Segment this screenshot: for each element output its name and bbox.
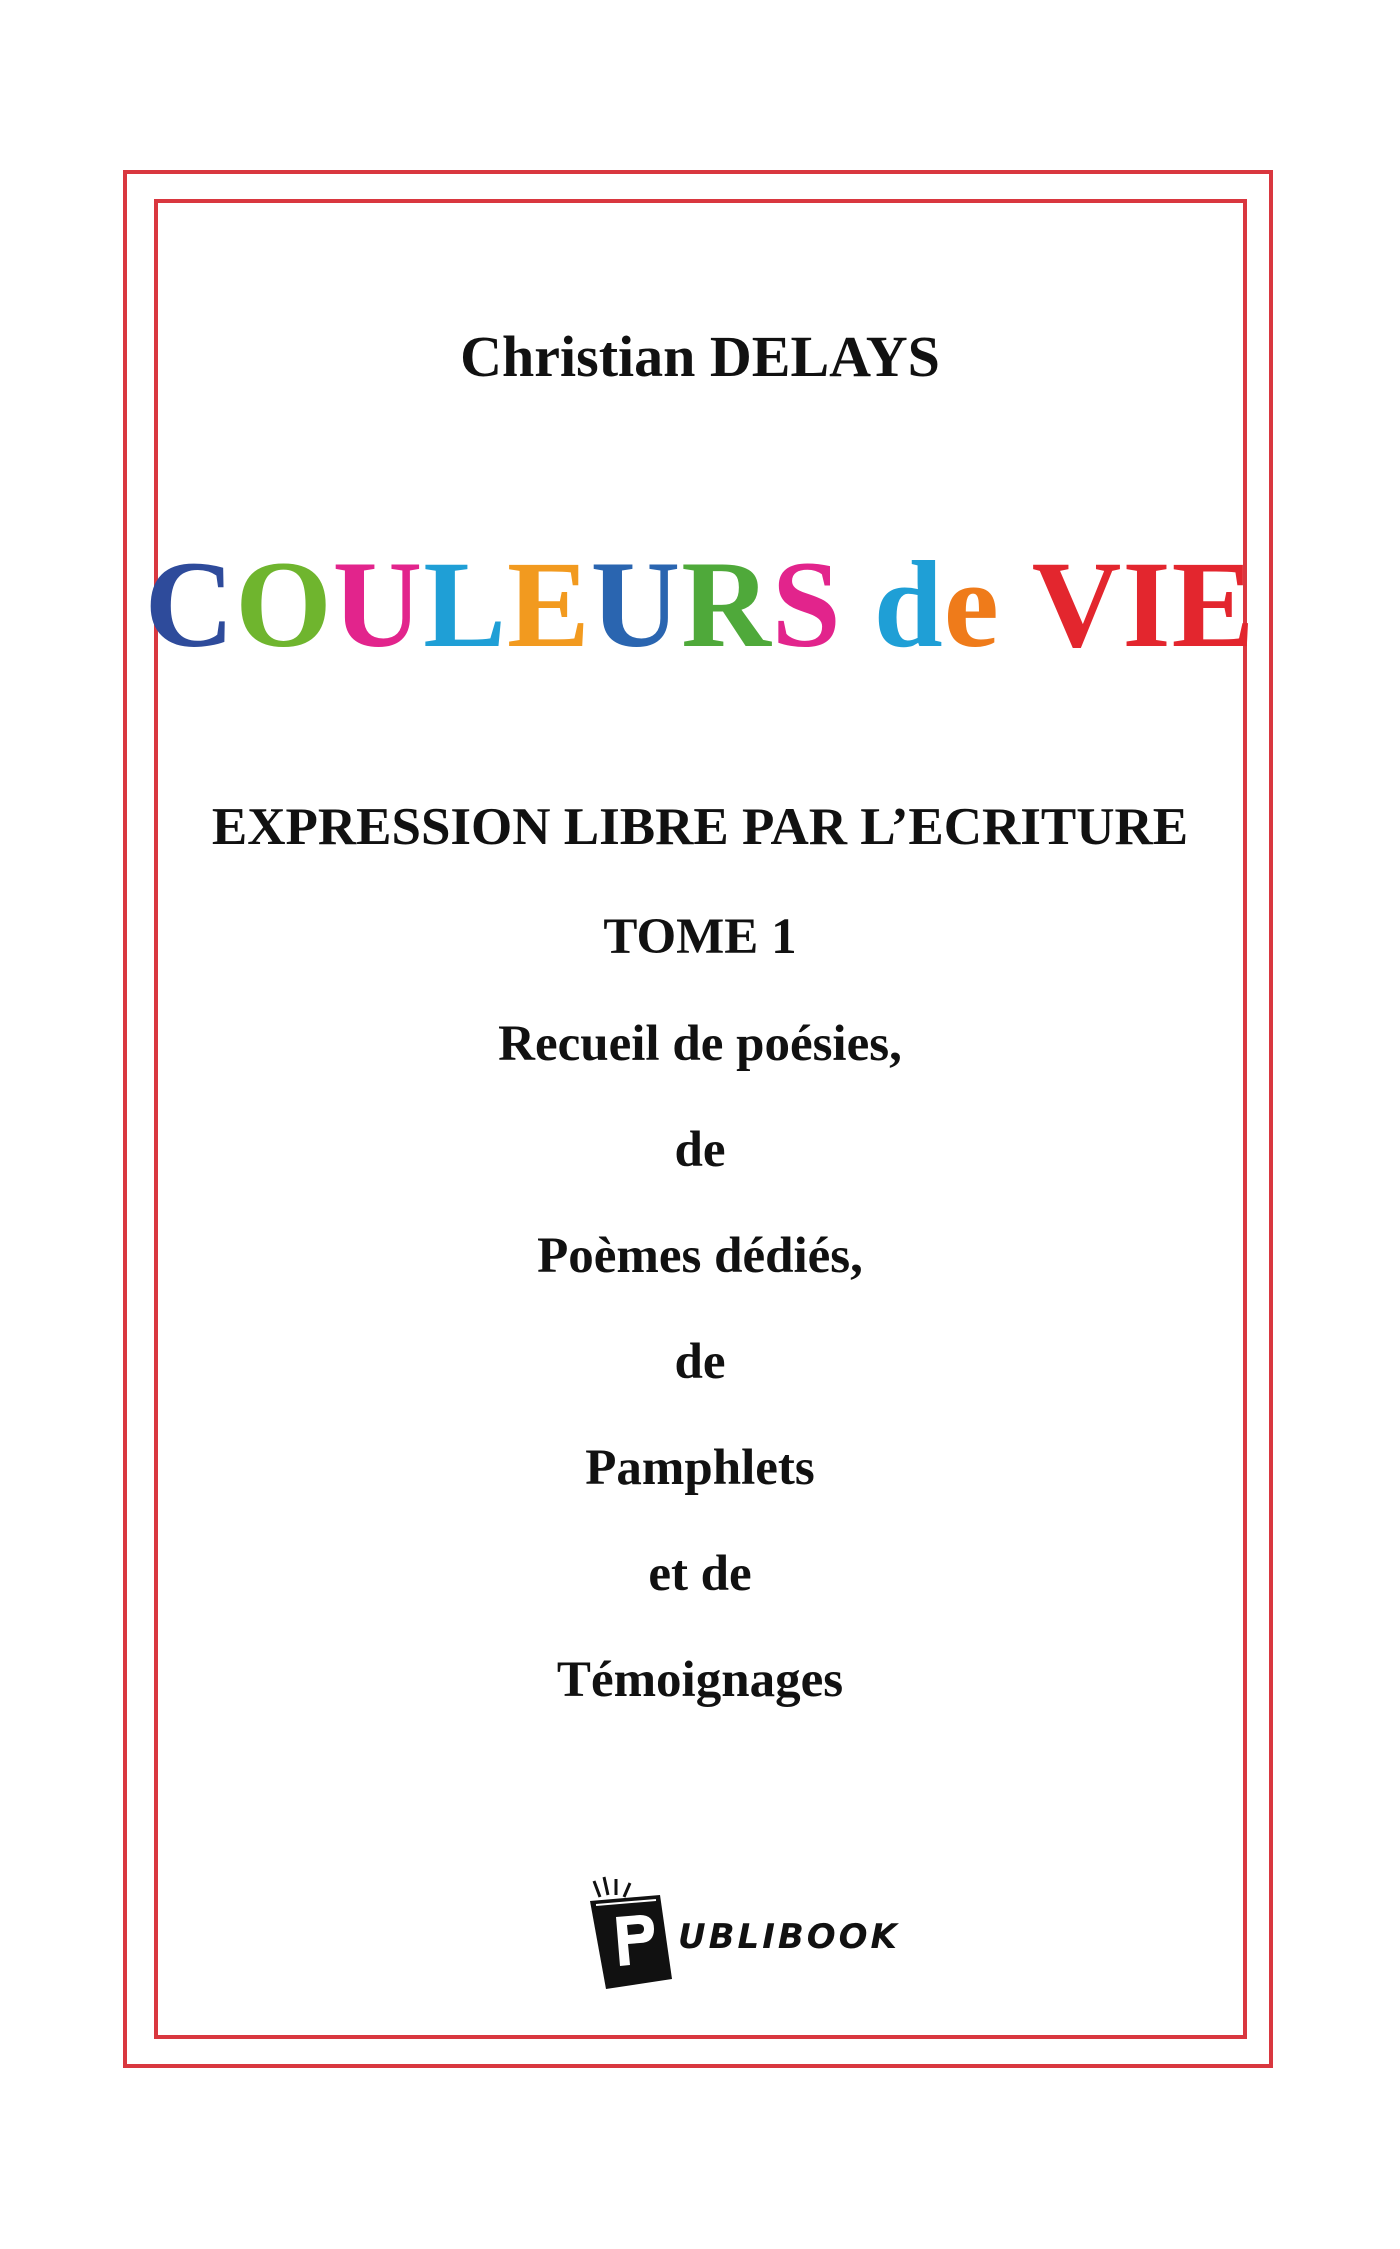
title-letter: U: [332, 536, 424, 673]
book-subtitle: EXPRESSION LIBRE PAR L’ECRITURE: [211, 798, 1189, 856]
title-letter: E: [506, 536, 591, 673]
title-letter: e: [943, 536, 1000, 673]
description-line-6: et de: [648, 1546, 752, 1602]
title-letter: U: [590, 536, 682, 673]
title-letter: d: [873, 536, 944, 673]
title-letter: O: [235, 536, 333, 673]
description-line-4: de: [674, 1334, 726, 1390]
tome-label: TOME 1: [603, 909, 797, 965]
title-letter: [1000, 536, 1032, 673]
description-line-5: Pamphlets: [585, 1440, 815, 1496]
title-letter: C: [144, 536, 236, 673]
title-letter: E: [1171, 536, 1256, 673]
publisher-logo-text: UBLIBOOK: [678, 1917, 900, 1957]
title-letter: R: [681, 536, 772, 673]
title-letter: L: [423, 536, 507, 673]
title-letter: S: [771, 536, 842, 673]
description-line-3: Poèmes dédiés,: [537, 1228, 863, 1284]
title-letter: V: [1031, 536, 1123, 673]
publisher-logo: [586, 1875, 900, 1995]
title-letter: I: [1122, 536, 1172, 673]
title-letter: [842, 536, 874, 673]
book-title: [0, 535, 1400, 675]
description-line-7: Témoignages: [556, 1652, 844, 1708]
description-line-2: de: [674, 1122, 726, 1178]
author-name: Christian DELAYS: [460, 324, 940, 389]
description-line-1: Recueil de poésies,: [498, 1016, 902, 1072]
